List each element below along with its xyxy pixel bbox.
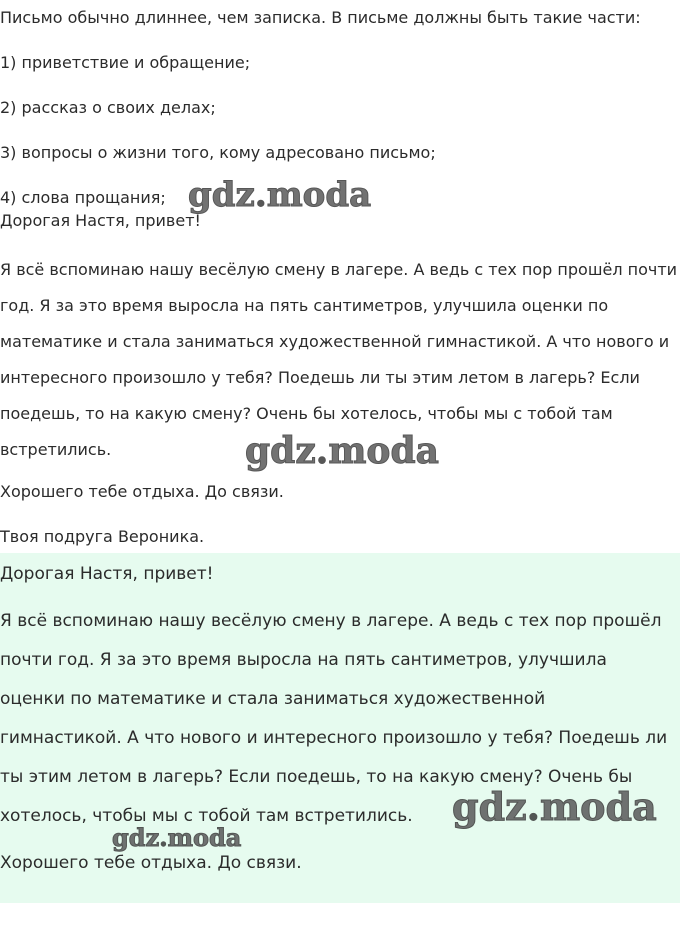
letter1-closing: Хорошего тебе отдыха. До связи. [0, 482, 284, 501]
watermark-logo: gdz.moda [112, 823, 242, 852]
letter2-greeting: Дорогая Настя, привет! [0, 564, 214, 584]
letter2-closing: Хорошего тебе отдыха. До связи. [0, 853, 302, 873]
letter1-body: Я всё вспоминаю нашу весёлую смену в лагере. А ведь с тех пор прошёл почти год. Я за это время выросла на пять сантиметров, улучшила оценки по математике и стала заниматься художественной гимнастикой. А что нового и интересного произошло у тебя? Поедешь ли ты этим летом в лагерь? Если поедешь, то на какую смену? Очень бы хотелось, чтобы мы с тобой там встретились. [0, 260, 678, 459]
letter1-greeting: Дорогая Настя, привет! [0, 211, 201, 230]
part-item: 2) рассказ о своих делах; [0, 98, 216, 117]
watermark-logo: gdz.moda [188, 175, 372, 215]
letter2-body: Я всё вспоминаю нашу весёлую смену в лагере. А ведь с тех пор прошёл почти год. Я за это время выросла на пять сантиметров, улучшила оценки по математике и стала заниматься художественной гимнастикой. А что нового и интересного произошло у тебя? Поедешь ли ты этим летом в лагерь? Если поедешь, то на какую смену? Очень бы хотелось, чтобы мы с тобой там встретились. [0, 611, 668, 826]
part-item: 1) приветствие и обращение; [0, 53, 251, 72]
letter1-signature: Твоя подруга Вероника. [0, 527, 205, 546]
part-item: 4) слова прощания; [0, 188, 166, 207]
part-item: 3) вопросы о жизни того, кому адресовано письмо; [0, 143, 436, 162]
watermark-logo: gdz.moda [245, 430, 439, 472]
watermark-logo: gdz.moda [452, 784, 657, 829]
intro-text: Письмо обычно длиннее, чем записка. В письме должны быть такие части: [0, 8, 641, 27]
